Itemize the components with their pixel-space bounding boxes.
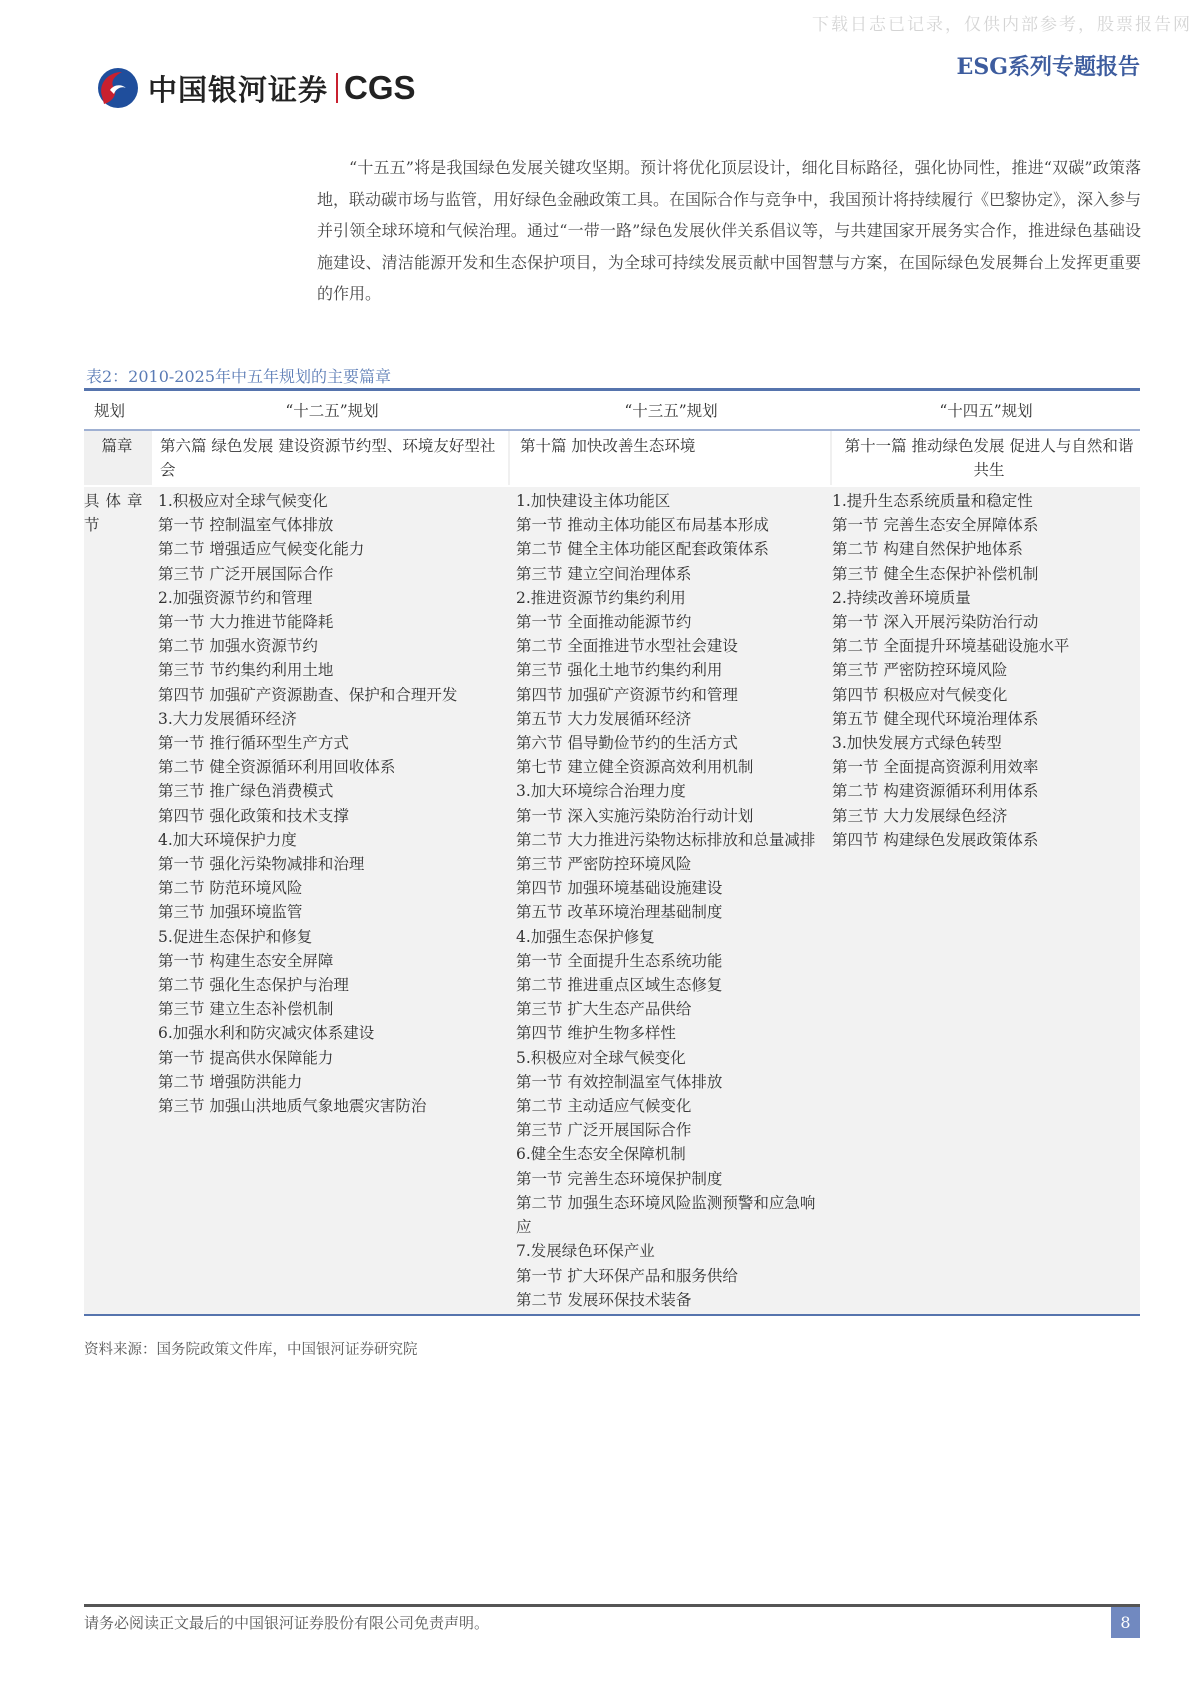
chapter-item: 1.加快建设主体功能区 (516, 492, 671, 510)
chapter-item: 第二节 加强生态环境风险监测预警和应急响应 (516, 1193, 816, 1237)
company-logo (96, 66, 416, 110)
logo-separator (336, 73, 338, 103)
chapter-item: 2.持续改善环境质量 (832, 588, 971, 607)
row-label-chapters: 具体章节 (84, 492, 149, 535)
chapter-item: 第一节 全面推动能源节约 (516, 613, 692, 632)
footer-disclaimer: 请务必阅读正文最后的中国银河证券股份有限公司免责声明。 (84, 1614, 490, 1632)
chapter-item: 第一节 强化污染物减排和治理 (158, 855, 365, 874)
chapters-cell-14th (826, 489, 1140, 1312)
footer-divider (84, 1604, 1140, 1607)
chapter-item: 第一节 控制温室气体排放 (158, 516, 334, 535)
chapter-item: 7.发展绿色环保产业 (516, 1242, 655, 1261)
row-label-part: 篇章 (84, 431, 150, 485)
intro-paragraph: “十五五”将是我国绿色发展关键攻坚期。预计将优化顶层设计，细化目标路径，强化协同性，推进“双碳”政策落地，联动碳市场与监管，用好绿色金融政策工具。在国际合作与竞争中，我国预计将持续履行《巴黎协定》，深入参与并引领全球环境和气候治理。通过“一带一路”绿色发展伙伴关系倡议等，与共建国家开展务实合作，推进绿色基础设施建设、清洁能源开发和生态保护项目，为全球可持续发展贡献中国智慧与方案，在国际绿色发展舞台上发挥更重要的作用。 (317, 158, 1142, 303)
chapter-item: 第一节 有效控制温室气体排放 (516, 1072, 723, 1091)
chapter-item: 3.大力发展循环经济 (158, 709, 297, 728)
chapter-item: 第三节 严密防控环境风险 (832, 661, 1008, 680)
chapter-item: 第三节 加强环境监管 (158, 903, 303, 922)
logo-chinese-name: 中国银河证券 (148, 72, 329, 107)
chapter-item: 第二节 健全资源循环利用回收体系 (158, 758, 396, 777)
chapter-item: 第一节 完善生态环境保护制度 (516, 1169, 723, 1188)
five-year-plan-table (84, 388, 1140, 1316)
chapter-item: 第一节 深入实施污染防治行动计划 (516, 806, 754, 825)
chapter-item: 第四节 加强环境基础设施建设 (516, 879, 723, 898)
page-number: 8 (1111, 1607, 1140, 1638)
chapter-item: 3.加大环境综合治理力度 (516, 782, 686, 801)
chapter-item: 第一节 大力推进节能降耗 (158, 613, 334, 632)
chapter-item: 第三节 节约集约利用土地 (158, 661, 334, 680)
header-14th: “十四五”规划 (939, 402, 1033, 420)
watermark-text: 下载日志已记录，仅供内部参考，股票报告网 (812, 15, 1192, 35)
part-cell-13th: 第十篇 加快改善生态环境 (510, 431, 830, 485)
chapter-item: 第三节 推广绿色消费模式 (158, 782, 334, 801)
chapters-cell-13th (506, 489, 826, 1312)
chapter-item: 第四节 积极应对气候变化 (832, 685, 1008, 704)
chapter-item: 1.提升生态系统质量和稳定性 (832, 492, 1033, 510)
chapter-item: 5.促进生态保护和修复 (158, 927, 313, 946)
chapter-item: 5.积极应对全球气候变化 (516, 1048, 686, 1067)
chapter-item: 第七节 建立健全资源高效利用机制 (516, 758, 754, 777)
chapter-item: 第三节 健全生态保护补偿机制 (832, 564, 1039, 583)
chapter-item: 2.加强资源节约和管理 (158, 588, 313, 607)
chapter-item: 第三节 广泛开展国际合作 (158, 564, 334, 583)
table-row-chapters (84, 487, 1140, 1314)
chapter-item: 第一节 全面提升生态系统功能 (516, 951, 723, 970)
chapter-item: 第三节 加强山洪地质气象地震灾害防治 (158, 1097, 427, 1116)
chapter-item: 第二节 加强水资源节约 (158, 637, 318, 656)
chapter-item: 第三节 扩大生态产品供给 (516, 1000, 692, 1019)
chapter-item: 第四节 维护生物多样性 (516, 1024, 676, 1043)
chapter-item: 第二节 增强适应气候变化能力 (158, 540, 365, 559)
logo-english-name: CGS (344, 69, 416, 106)
chapter-item: 第五节 大力发展循环经济 (516, 709, 692, 728)
report-title: ESG系列专题报告 (956, 54, 1140, 80)
chapter-item: 第二节 强化生态保护与治理 (158, 976, 349, 995)
chapter-item: 2.推进资源节约集约利用 (516, 588, 686, 607)
chapter-item: 第一节 深入开展污染防治行动 (832, 613, 1039, 632)
table-row-part (84, 431, 1140, 487)
chapter-item: 第二节 大力推进污染物达标排放和总量减排 (516, 830, 816, 849)
chapter-item: 第一节 完善生态安全屏障体系 (832, 516, 1039, 535)
chapter-item: 第一节 提高供水保障能力 (158, 1048, 334, 1067)
chapter-item: 第一节 推行循环型生产方式 (158, 734, 349, 753)
chapter-item: 第四节 加强矿产资源勘查、保护和合理开发 (158, 685, 458, 704)
chapter-item: 第二节 全面推进节水型社会建设 (516, 637, 738, 656)
chapter-item: 第二节 增强防洪能力 (158, 1072, 303, 1091)
source-note: 资料来源：国务院政策文件库，中国银河证券研究院 (84, 1342, 418, 1358)
chapter-item: 第三节 建立生态补偿机制 (158, 1000, 334, 1019)
chapter-item: 6.加强水利和防灾减灾体系建设 (158, 1024, 375, 1043)
chapter-item: 第四节 强化政策和技术支撑 (158, 806, 349, 825)
chapter-item: 第一节 扩大环保产品和服务供给 (516, 1266, 738, 1285)
chapter-item: 第四节 构建绿色发展政策体系 (832, 830, 1039, 849)
chapter-item: 第二节 推进重点区域生态修复 (516, 976, 723, 995)
chapter-item: 第二节 主动适应气候变化 (516, 1097, 692, 1116)
chapter-item: 第二节 防范环境风险 (158, 879, 303, 898)
chapter-item: 第一节 构建生态安全屏障 (158, 951, 334, 970)
chapter-item: 第四节 加强矿产资源节约和管理 (516, 685, 738, 704)
chapter-item: 第三节 广泛开展国际合作 (516, 1121, 692, 1140)
chapter-item: 第二节 构建自然保护地体系 (832, 540, 1023, 559)
chapter-item: 第三节 建立空间治理体系 (516, 564, 692, 583)
chapter-item: 第三节 强化土地节约集约利用 (516, 661, 723, 680)
header-13th: “十三五”规划 (624, 402, 718, 420)
chapter-item: 第五节 改革环境治理基础制度 (516, 903, 723, 922)
cgs-logo-icon (96, 66, 140, 110)
chapter-item: 4.加强生态保护修复 (516, 927, 655, 946)
chapter-item: 第二节 构建资源循环利用体系 (832, 782, 1039, 801)
chapter-item: 第一节 推动主体功能区布局基本形成 (516, 516, 769, 535)
chapter-item: 6.健全生态安全保障机制 (516, 1145, 686, 1164)
chapter-item: 第二节 健全主体功能区配套政策体系 (516, 540, 769, 559)
chapter-item: 第二节 发展环保技术装备 (516, 1290, 692, 1309)
chapter-item: 第三节 严密防控环境风险 (516, 855, 692, 874)
part-cell-14th: 第十一篇 推动绿色发展 促进人与自然和谐共生 (832, 431, 1140, 485)
header-12th: “十二五”规划 (285, 402, 379, 420)
chapter-item: 第五节 健全现代环境治理体系 (832, 709, 1039, 728)
chapter-item: 1.积极应对全球气候变化 (158, 492, 328, 510)
header-plan: 规划 (94, 402, 126, 420)
chapter-item: 3.加快发展方式绿色转型 (832, 734, 1002, 753)
chapter-item: 第一节 全面提高资源利用效率 (832, 758, 1039, 777)
chapter-item: 4.加大环境保护力度 (158, 830, 297, 849)
chapter-item: 第三节 大力发展绿色经济 (832, 806, 1008, 825)
table-caption: 表2：2010-2025年中五年规划的主要篇章 (86, 367, 392, 386)
chapter-item: 第六节 倡导勤俭节约的生活方式 (516, 734, 738, 753)
table-header-row (84, 391, 1140, 431)
chapters-cell-12th (150, 489, 506, 1312)
part-cell-12th: 第六篇 绿色发展 建设资源节约型、环境友好型社会 (152, 431, 508, 485)
chapter-item: 第二节 全面提升环境基础设施水平 (832, 637, 1070, 656)
